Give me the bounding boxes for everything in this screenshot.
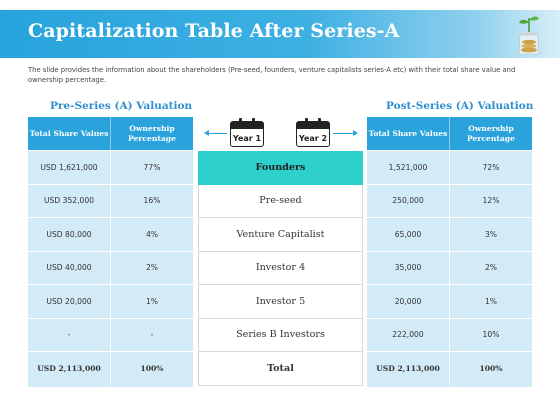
share-value-cell: -: [67, 330, 71, 340]
year-2-label: Year 2: [298, 134, 328, 143]
page-title: Capitalization Table After Series-A: [28, 20, 400, 42]
shareholder-investor-4: Investor 4: [198, 252, 363, 286]
share-value-cell: USD 1,621,000: [40, 162, 98, 172]
slide-description: The slide provides the information about the shareholders (Pre-seed, founders, venture capitalists series-A etc) with their total share value and ownership percentage.: [28, 66, 516, 84]
share-value-cell: USD 2,113,000: [376, 363, 440, 373]
header-ownership-percentage: Ownership Percentage: [449, 117, 532, 150]
table-header: [28, 117, 193, 150]
pre-series-table: [28, 117, 193, 387]
ownership-cell: 2%: [449, 252, 532, 285]
shareholder-investor-5: Investor 5: [198, 285, 363, 319]
calendar-icon: [296, 121, 330, 147]
table-row: [28, 184, 193, 218]
table-row: [28, 217, 193, 251]
pre-series-title: Pre-Series (A) Valuation: [50, 100, 193, 112]
post-series-title: Post-Series (A) Valuation: [386, 100, 534, 112]
arrow-left-icon: [205, 133, 227, 134]
table-row: [28, 318, 193, 352]
ownership-cell: 100%: [110, 352, 193, 385]
table-row: [367, 284, 532, 318]
title-banner: [0, 10, 560, 58]
year-1-label: Year 1: [232, 134, 262, 143]
ownership-cell: 4%: [110, 218, 193, 251]
share-value-cell: USD 20,000: [46, 296, 92, 306]
share-value-cell: USD 352,000: [43, 196, 95, 206]
table-row: [28, 251, 193, 285]
table-total-row: [367, 351, 532, 385]
table-total-row: [28, 351, 193, 385]
table-row: [367, 150, 532, 184]
plant-in-coin-jar-icon: [514, 12, 544, 56]
shareholder-total: Total: [198, 352, 363, 386]
header-total-share-values: Total Share Values: [29, 128, 109, 138]
table-row: [367, 184, 532, 218]
ownership-cell: -: [110, 319, 193, 352]
share-value-cell: 20,000: [394, 296, 422, 306]
shareholder-pre-seed: Pre-seed: [198, 185, 363, 219]
ownership-cell: 10%: [449, 319, 532, 352]
share-value-cell: 35,000: [394, 263, 422, 273]
ownership-cell: 100%: [449, 352, 532, 385]
share-value-cell: 1,521,000: [388, 162, 428, 172]
ownership-cell: 1%: [110, 285, 193, 318]
ownership-cell: 3%: [449, 218, 532, 251]
share-value-cell: USD 2,113,000: [37, 363, 101, 373]
table-row: [28, 284, 193, 318]
shareholder-venture-capitalist: Venture Capitalist: [198, 218, 363, 252]
share-value-cell: 250,000: [392, 196, 424, 206]
header-ownership-percentage: Ownership Percentage: [110, 117, 193, 150]
shareholder-series-b-investors: Series B Investors: [198, 319, 363, 353]
ownership-cell: 16%: [110, 185, 193, 218]
share-value-cell: USD 80,000: [46, 229, 92, 239]
table-row: [367, 318, 532, 352]
ownership-cell: 77%: [110, 151, 193, 184]
ownership-cell: 12%: [449, 185, 532, 218]
share-value-cell: 65,000: [394, 229, 422, 239]
share-value-cell: USD 40,000: [46, 263, 92, 273]
share-value-cell: 222,000: [392, 330, 424, 340]
shareholders-table: [198, 151, 363, 387]
arrow-right-icon: [333, 133, 357, 134]
ownership-cell: 72%: [449, 151, 532, 184]
ownership-cell: 1%: [449, 285, 532, 318]
shareholder-founders: Founders: [198, 151, 363, 185]
header-total-share-values: Total Share Values: [368, 128, 448, 138]
table-row: [367, 217, 532, 251]
calendar-icon: [230, 121, 264, 147]
post-series-table: [367, 117, 532, 387]
table-row: [28, 150, 193, 184]
ownership-cell: 2%: [110, 252, 193, 285]
table-header: [367, 117, 532, 150]
table-row: [367, 251, 532, 285]
